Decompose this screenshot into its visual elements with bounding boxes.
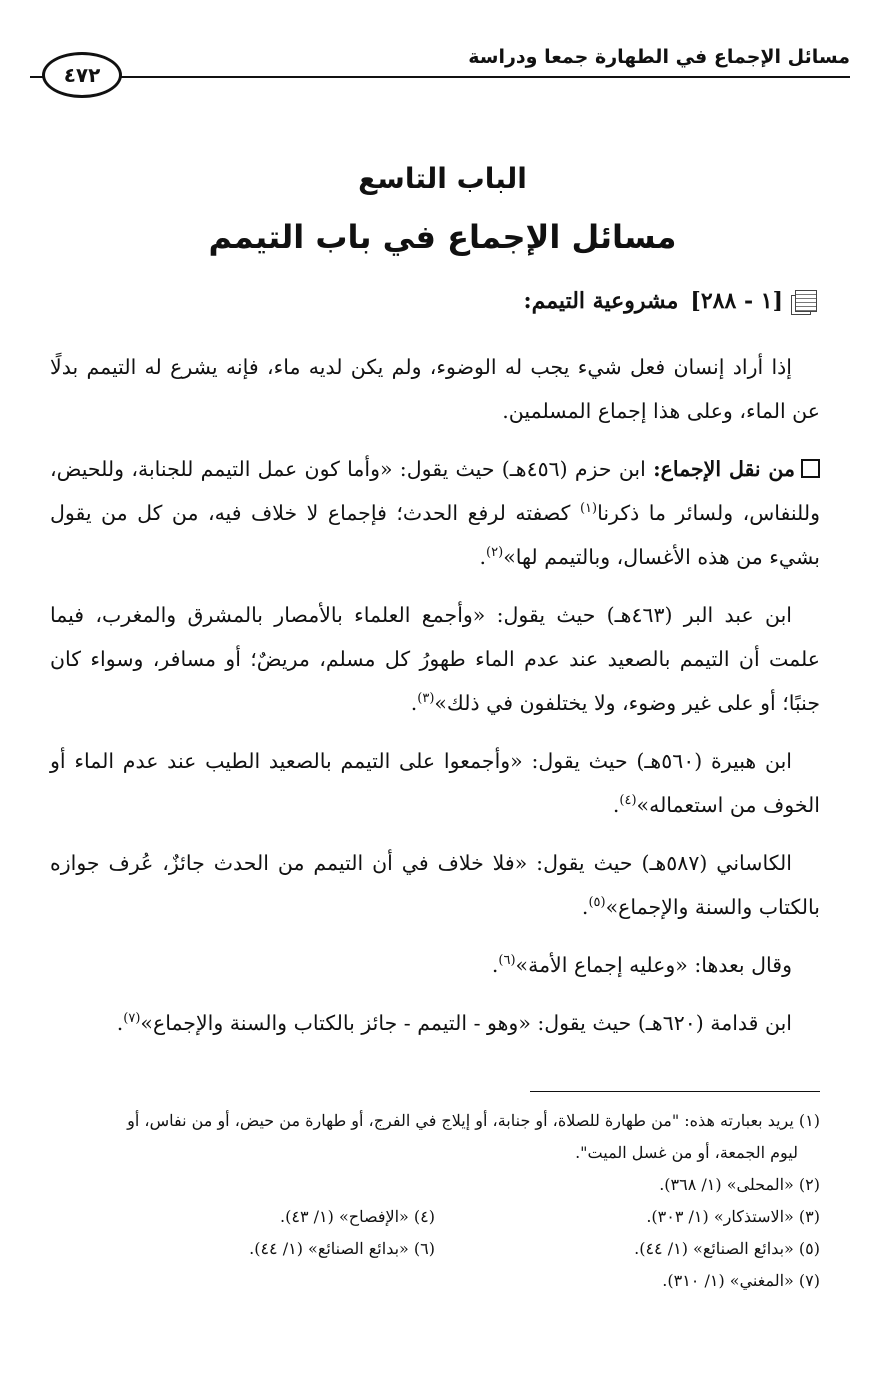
paragraph-intro (50, 345, 820, 433)
paragraph-kasani: الكاساني (٥٨٧هـ) حيث يقول: «فلا خلاف في أن التيمم من الحدث جائزٌ، عُرف جوازه بالكتاب والسنة والإجماع»$^{(٥)}$. (50, 851, 820, 919)
footnote-row (50, 1201, 820, 1233)
documents-icon (795, 290, 817, 312)
paragraph-text: إذا أراد إنسان فعل شيء يجب له الوضوء، ولم يكن لديه ماء، فإنه يشرع له التيمم بدلًا عن الماء، وعلى هذا إجماع المسلمين. (50, 355, 820, 423)
paragraph-ibn-qudama: ابن قدامة (٦٢٠هـ) حيث يقول: «وهو - التيمم - جائز بالكتاب والسنة والإجماع»$^{(٧)}$. (116, 1011, 792, 1035)
page-header (30, 30, 850, 120)
paragraph-text: ابن حزم (٤٥٦هـ) حيث يقول: «وأما كون عمل التيمم للجنابة، وللحيض، وللنفاس، ولسائر ما ذكرنا (50, 457, 820, 525)
paragraph-text: ابن هبيرة (٥٦٠هـ) حيث يقول: «وأجمعوا على التيمم بالصعيد الطيب عند عدم الماء أو الخوف من استعماله» (50, 749, 820, 817)
paragraph-text: وقال بعدها: «وعليه إجماع الأمة» (515, 953, 792, 977)
paragraph-text: الكاساني (٥٨٧هـ) حيث يقول: «فلا خلاف في أن التيمم من الحدث جائزٌ، عُرف جوازه بالكتاب والسنة والإجماع» (50, 851, 820, 919)
chapter-title: مسائل الإجماع في باب التيمم (208, 218, 677, 256)
section-heading (57, 288, 817, 314)
footnote-6: (٦) «بدائع الصنائع» (١/ ٤٤). (249, 1239, 435, 1258)
paragraph-text: كصفته لرفع الحدث؛ فإجماع لا خلاف فيه، من كل من يقول بشيء من هذه الأغسال، وبالتيمم لها» (50, 501, 820, 569)
paragraph-ibn-hazm: من نقل الإجماع: ابن حزم (٤٥٦هـ) حيث يقول: «وأما كون عمل التيمم للجنابة، وللحيض، وللنفاس، ولسائر ما ذكرنا$^{(١)}$ كصفته لرفع الحدث؛ فإجماع لا خلاف فيه، من كل من يقول بشيء من هذه الأغسال، وبالتيمم لها»$^{(٢)}$. (50, 457, 820, 569)
header-rule (30, 76, 850, 78)
paragraph-label: من نقل الإجماع: (653, 457, 796, 481)
footnote-row (50, 1233, 820, 1265)
paragraph-text: ابن عبد البر (٤٦٣هـ) حيث يقول: «وأجمع العلماء بالأمصار بالمشرق والمغرب، فيما علمت أن التيمم بالصعيد عند عدم الماء طهورُ كل مسلم، مريضٌ؛ أو مسافر، وسواء كان جنبًا؛ أو على غير وضوء، ولا يختلفون في ذلك» (50, 603, 820, 715)
footnote-ref: (٣) (417, 691, 435, 707)
footnotes (50, 1105, 820, 1297)
paragraph-ibn-hubayra: ابن هبيرة (٥٦٠هـ) حيث يقول: «وأجمعوا على التيمم بالصعيد الطيب عند عدم الماء أو الخوف من استعماله»$^{(٤)}$. (50, 749, 820, 817)
footnote-1-continued: ليوم الجمعة، أو من غسل الميت". (575, 1143, 798, 1162)
footnote-ref: (١) (579, 501, 598, 517)
running-title: مسائل الإجماع في الطهارة جمعا ودراسة (468, 46, 850, 68)
footnote-ref: (٦) (498, 953, 516, 969)
footnote-4: (٤) «الإفصاح» (١/ ٤٣). (280, 1207, 435, 1226)
footnote-2: (٢) «المحلى» (١/ ٣٦٨). (659, 1175, 820, 1194)
main-text (50, 345, 820, 1059)
footnote-3: (٣) «الاستذكار» (١/ ٣٠٣). (646, 1207, 820, 1226)
paragraph-text: ابن قدامة (٦٢٠هـ) حيث يقول: «وهو - التيمم - جائز بالكتاب والسنة والإجماع» (140, 1011, 792, 1035)
section-number: [١ - ٢٨٨] (690, 288, 783, 314)
footnote-ref: (٢) (486, 545, 504, 561)
chapter-label: الباب التاسع (358, 162, 527, 195)
footnote-7: (٧) «المغني» (١/ ٣١٠). (662, 1271, 820, 1290)
footnote-ref: (٧) (123, 1011, 141, 1027)
footnote-1: (١) يريد بعبارته هذه: "من طهارة للصلاة، أو جنابة، أو إيلاج في الفرج، أو طهارة من حيض، أو من نفاس، أو (127, 1111, 820, 1130)
paragraph-kasani-after: وقال بعدها: «وعليه إجماع الأمة»$^{(٦)}$. (491, 953, 792, 977)
section-title: مشروعية التيمم: (523, 288, 679, 314)
footnote-ref: (٥) (588, 895, 606, 911)
footnote-5: (٥) «بدائع الصنائع» (١/ ٤٤). (634, 1239, 820, 1258)
page-number-badge: ٤٧٢ (42, 52, 122, 98)
footnote-separator (530, 1091, 820, 1092)
paragraph-ibn-abd-albarr: ابن عبد البر (٤٦٣هـ) حيث يقول: «وأجمع العلماء بالأمصار بالمشرق والمغرب، فيما علمت أن التيمم بالصعيد عند عدم الماء طهورُ كل مسلم، مريضٌ؛ أو مسافر، وسواء كان جنبًا؛ أو على غير وضوء، ولا يختلفون في ذلك»$^{(٣)}$. (50, 603, 820, 715)
checkbox-icon (801, 459, 820, 478)
footnote-ref: (٤) (619, 793, 637, 809)
